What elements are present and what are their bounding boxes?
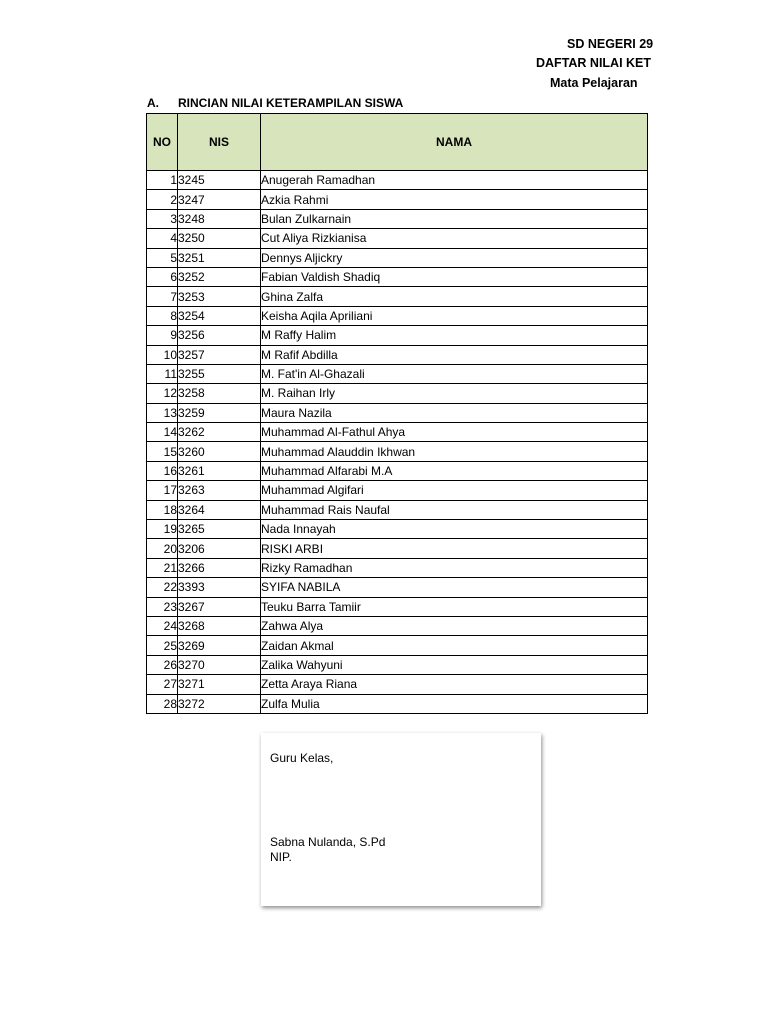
section-heading (147, 96, 403, 110)
table-row (147, 326, 648, 345)
nama-cell: Nada Innayah (261, 520, 648, 539)
no-cell: 13 (147, 403, 178, 422)
no-cell: 10 (147, 345, 178, 364)
nis-cell: 3272 (178, 694, 261, 713)
table-row (147, 171, 648, 190)
no-cell: 22 (147, 578, 178, 597)
nis-cell: 3263 (178, 481, 261, 500)
no-cell: 20 (147, 539, 178, 558)
subject-label: Mata Pelajaran (550, 76, 638, 90)
nis-cell: 3206 (178, 539, 261, 558)
no-cell: 27 (147, 675, 178, 694)
nis-cell: 3267 (178, 597, 261, 616)
table-row (147, 209, 648, 228)
nis-cell: 3261 (178, 461, 261, 480)
nama-cell: Azkia Rahmi (261, 190, 648, 209)
no-cell: 15 (147, 442, 178, 461)
nama-cell: Rizky Ramadhan (261, 558, 648, 577)
nama-cell: M Rafif Abdilla (261, 345, 648, 364)
nama-cell: Dennys Aljickry (261, 248, 648, 267)
table-row (147, 481, 648, 500)
nis-cell: 3269 (178, 636, 261, 655)
nis-cell: 3245 (178, 171, 261, 190)
nis-cell: 3247 (178, 190, 261, 209)
nis-cell: 3262 (178, 423, 261, 442)
signature-box (261, 733, 541, 906)
nis-cell: 3265 (178, 520, 261, 539)
table-row (147, 248, 648, 267)
nama-cell: M Raffy Halim (261, 326, 648, 345)
signature-role: Guru Kelas, (270, 751, 334, 765)
table-row (147, 558, 648, 577)
nama-cell: Muhammad Al-Fathul Ahya (261, 423, 648, 442)
nis-cell: 3253 (178, 287, 261, 306)
nis-cell: 3260 (178, 442, 261, 461)
table-row (147, 675, 648, 694)
no-cell: 5 (147, 248, 178, 267)
nama-cell: Anugerah Ramadhan (261, 171, 648, 190)
nis-cell: 3254 (178, 306, 261, 325)
nama-cell: Zaidan Akmal (261, 636, 648, 655)
no-cell: 2 (147, 190, 178, 209)
nis-cell: 3259 (178, 403, 261, 422)
nis-cell: 3271 (178, 675, 261, 694)
table-row (147, 694, 648, 713)
nama-cell: Muhammad Alauddin Ikhwan (261, 442, 648, 461)
table-row (147, 500, 648, 519)
table-row (147, 442, 648, 461)
nis-cell: 3250 (178, 229, 261, 248)
no-cell: 4 (147, 229, 178, 248)
no-cell: 23 (147, 597, 178, 616)
nama-cell: Fabian Valdish Shadiq (261, 267, 648, 286)
nama-cell: Zulfa Mulia (261, 694, 648, 713)
no-cell: 9 (147, 326, 178, 345)
nis-cell: 3264 (178, 500, 261, 519)
student-table (146, 113, 648, 714)
nama-cell: Teuku Barra Tamiir (261, 597, 648, 616)
nis-cell: 3270 (178, 655, 261, 674)
section-title: RINCIAN NILAI KETERAMPILAN SISWA (178, 96, 404, 110)
table-row (147, 345, 648, 364)
nis-cell: 3258 (178, 384, 261, 403)
nama-cell: Bulan Zulkarnain (261, 209, 648, 228)
no-cell: 8 (147, 306, 178, 325)
no-cell: 16 (147, 461, 178, 480)
no-cell: 19 (147, 520, 178, 539)
nis-cell: 3256 (178, 326, 261, 345)
nama-cell: Keisha Aqila Apriliani (261, 306, 648, 325)
nama-cell: M. Raihan Irly (261, 384, 648, 403)
no-cell: 21 (147, 558, 178, 577)
no-cell: 1 (147, 171, 178, 190)
section-number: A. (147, 96, 159, 110)
no-cell: 14 (147, 423, 178, 442)
nis-cell: 3266 (178, 558, 261, 577)
nama-cell: Cut Aliya Rizkianisa (261, 229, 648, 248)
table-row (147, 423, 648, 442)
no-cell: 28 (147, 694, 178, 713)
no-cell: 12 (147, 384, 178, 403)
table-row (147, 539, 648, 558)
no-cell: 24 (147, 616, 178, 635)
nis-cell: 3248 (178, 209, 261, 228)
nis-cell: 3251 (178, 248, 261, 267)
nama-cell: Zahwa Alya (261, 616, 648, 635)
table-row (147, 384, 648, 403)
no-cell: 18 (147, 500, 178, 519)
no-cell: 6 (147, 267, 178, 286)
table-row (147, 190, 648, 209)
no-cell: 3 (147, 209, 178, 228)
table-row (147, 364, 648, 383)
header-nis: NIS (178, 114, 261, 171)
nis-cell: 3268 (178, 616, 261, 635)
nis-cell: 3255 (178, 364, 261, 383)
nama-cell: Zalika Wahyuni (261, 655, 648, 674)
table-body (147, 171, 648, 714)
nis-cell: 3393 (178, 578, 261, 597)
table-row (147, 267, 648, 286)
nama-cell: Ghina Zalfa (261, 287, 648, 306)
table-row (147, 636, 648, 655)
table-row (147, 520, 648, 539)
table-row (147, 306, 648, 325)
header-no: NO (147, 114, 178, 171)
no-cell: 11 (147, 364, 178, 383)
table-row (147, 229, 648, 248)
document-title: DAFTAR NILAI KET (536, 56, 652, 70)
nama-cell: Muhammad Rais Naufal (261, 500, 648, 519)
nama-cell: Muhammad Algifari (261, 481, 648, 500)
nis-cell: 3252 (178, 267, 261, 286)
no-cell: 7 (147, 287, 178, 306)
header-nama: NAMA (261, 114, 648, 171)
table-row (147, 597, 648, 616)
nama-cell: Muhammad Alfarabi M.A (261, 461, 648, 480)
no-cell: 25 (147, 636, 178, 655)
school-name: SD NEGERI 29 (567, 37, 654, 51)
nama-cell: RISKI ARBI (261, 539, 648, 558)
table-row (147, 655, 648, 674)
no-cell: 17 (147, 481, 178, 500)
nama-cell: Zetta Araya Riana (261, 675, 648, 694)
no-cell: 26 (147, 655, 178, 674)
nama-cell: SYIFA NABILA (261, 578, 648, 597)
signature-nip: NIP. (270, 850, 292, 864)
table-row (147, 403, 648, 422)
table-row (147, 461, 648, 480)
table-row (147, 578, 648, 597)
table-row (147, 287, 648, 306)
signature-name: Sabna Nulanda, S.Pd (270, 835, 386, 849)
nama-cell: M. Fat'in Al-Ghazali (261, 364, 648, 383)
nama-cell: Maura Nazila (261, 403, 648, 422)
nis-cell: 3257 (178, 345, 261, 364)
table-row (147, 616, 648, 635)
table-header-row (147, 114, 648, 171)
